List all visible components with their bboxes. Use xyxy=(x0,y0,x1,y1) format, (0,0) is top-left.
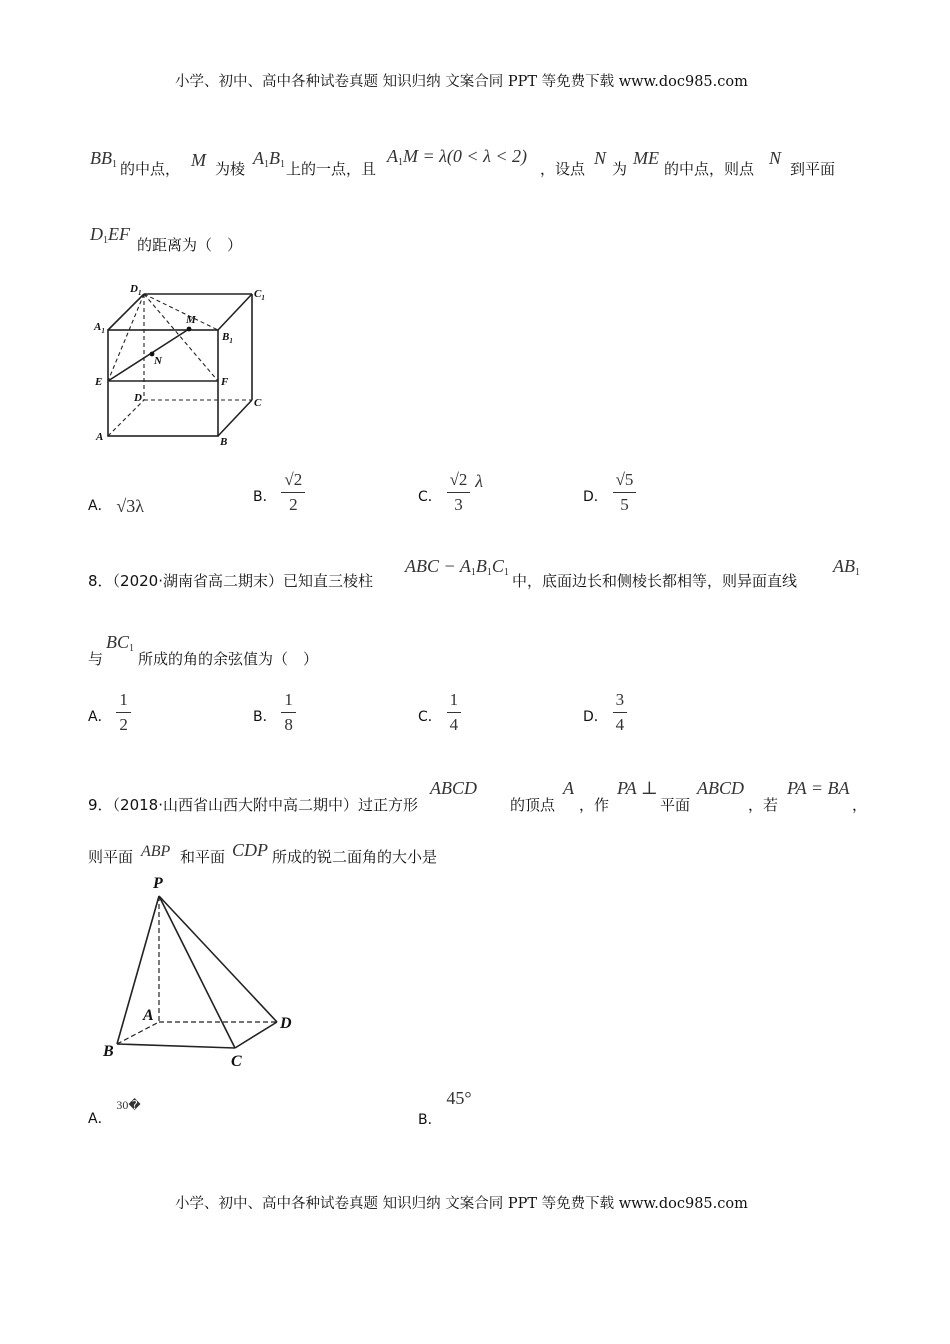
q7-text-8: 的距离为（ ） xyxy=(137,236,243,254)
q7-line-1 xyxy=(90,148,117,170)
q7-option-b-frac: $\frac{√2}{2}$ xyxy=(281,470,305,515)
q8-mid: 中，底面边长和侧棱长都相等，则异面直线 xyxy=(512,572,798,590)
q9-line2-c: 所成的锐二面角的大小是 xyxy=(272,848,438,866)
q9-text-2: ，作 xyxy=(579,796,610,814)
q7-option-d-frac: $\frac{√5}{5}$ xyxy=(613,470,637,515)
q9-text-4: ，若 xyxy=(748,796,779,814)
label-f: F xyxy=(221,376,229,388)
label-a1: $A_1$ xyxy=(94,321,105,335)
q7-text-1: 的中点， xyxy=(120,160,181,178)
q7-text-5: 为 xyxy=(612,160,628,178)
page-footer: 小学、初中、高中各种试卷真题 知识归纳 文案合同 PPT 等免费下载 www.doc985.com xyxy=(175,1196,748,1212)
q8-prism: ABC − $A_1B_1C_1$ xyxy=(405,556,509,578)
q8-line2-pre: 与 xyxy=(88,650,104,668)
q7-option-c[interactable]: C． $\frac{√2}{3}$ λ xyxy=(418,470,483,514)
q9-abp: ABP xyxy=(141,843,171,860)
pyramid-figure xyxy=(95,868,310,1073)
label-pd: D xyxy=(280,1015,292,1032)
q7-text-6: 的中点，则点 xyxy=(664,160,755,178)
label-d1: $D_1$ xyxy=(130,283,142,297)
label-n: N xyxy=(154,355,162,367)
q7-text-3: 上的一点，且 xyxy=(286,160,377,178)
q7-option-a[interactable]: A． √3λ xyxy=(88,496,144,516)
q7-d1ef: $D_1EF$ xyxy=(90,224,130,246)
q8-option-b[interactable]: B． $\frac{1}{8}$ xyxy=(253,690,296,735)
q7-condition: $A_1M = \lambda(0 < \lambda < 2)$ xyxy=(387,146,528,168)
q9-pa-perp: PA ⊥ xyxy=(617,778,658,798)
q8-line2-post: 所成的角的余弦值为（ ） xyxy=(138,650,319,668)
label-e: E xyxy=(95,376,103,388)
q8-bc1: $BC_1$ xyxy=(106,632,135,654)
label-a: A xyxy=(96,431,104,443)
cube-figure xyxy=(90,280,280,450)
q9-abcd2: ABCD xyxy=(697,778,744,798)
q7-m: M xyxy=(191,150,206,170)
label-pc: C xyxy=(231,1053,242,1070)
q8-ab1: $AB_1$ xyxy=(833,556,860,578)
label-b: B xyxy=(220,436,228,448)
label-m: M xyxy=(186,314,196,326)
q9-option-b[interactable]: B． 45° xyxy=(418,1088,472,1128)
label-b1: $B_1$ xyxy=(222,331,233,345)
q9-text-1: 的顶点 xyxy=(510,796,556,814)
q7-me: ME xyxy=(633,148,659,168)
q8-option-d[interactable]: D． $\frac{3}{4}$ xyxy=(583,690,627,735)
label-pa: A xyxy=(143,1007,154,1024)
q7-a1b1: $A_1B_1$ xyxy=(253,148,285,170)
page-header: 小学、初中、高中各种试卷真题 知识归纳 文案合同 PPT 等免费下载 www.doc985.com xyxy=(175,74,748,90)
q7-option-c-frac: $\frac{√2}{3}$ xyxy=(447,470,471,515)
label-c: C xyxy=(254,397,262,409)
q9-line2-a: 则平面 xyxy=(88,848,134,866)
label-p: P xyxy=(153,875,163,892)
q9-text-5: ， xyxy=(852,796,868,814)
q8-option-a[interactable]: A． $\frac{1}{2}$ xyxy=(88,690,131,735)
q7-text-7: 到平面 xyxy=(790,160,836,178)
q9-cdp: CDP xyxy=(232,840,268,860)
label-pb: B xyxy=(103,1043,114,1060)
q9-pa-ba: PA = BA xyxy=(787,778,850,798)
q9-a: A xyxy=(563,778,574,798)
q7-n: N xyxy=(594,148,607,168)
q7-n2: N xyxy=(769,148,782,168)
q9-option-a[interactable]: A． 30� xyxy=(88,1098,141,1127)
q9-prefix: 9．（2018·山西省山西大附中高二期中）过正方形 xyxy=(88,796,418,814)
q9-line2-b: 和平面 xyxy=(180,848,226,866)
q7-option-d[interactable]: D． $\frac{√5}{5}$ xyxy=(583,470,636,515)
label-d: D xyxy=(134,392,142,404)
q9-text-3: 平面 xyxy=(660,796,691,814)
q7-bb1: $BB_1$ xyxy=(90,148,117,170)
q7-text-2: 为棱 xyxy=(215,160,246,178)
q8-prefix: 8．（2020·湖南省高二期末）已知直三棱柱 xyxy=(88,572,373,590)
q8-option-c[interactable]: C． $\frac{1}{4}$ xyxy=(418,690,461,735)
label-c1: $C_1$ xyxy=(254,288,265,302)
q7-option-b[interactable]: B． $\frac{√2}{2}$ xyxy=(253,470,305,515)
q9-abcd: ABCD xyxy=(430,778,477,798)
q7-text-4: ，设点 xyxy=(540,160,586,178)
